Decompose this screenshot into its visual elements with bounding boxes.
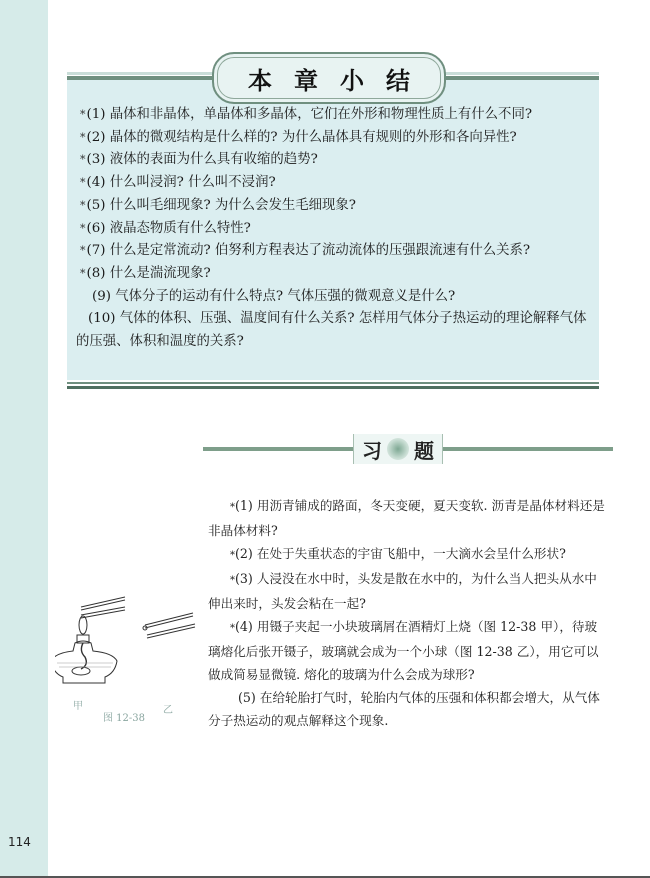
summary-question: (9) 气体分子的运动有什么特点? 气体压强的微观意义是什么? [92, 288, 456, 304]
exercise-item: *(4) 用镊子夹起一小块玻璃屑在酒精灯上烧（图 12-38 甲），待玻璃熔化后张开镊子，玻璃就会成为一个小球（图 12-38 乙），用它可以做成简易显微镜. 熔化的玻璃为什么会成为球形? [208, 619, 599, 682]
summary-question: *(4) 什么叫浸润? 什么叫不浸润? [80, 175, 276, 191]
exercises-rule-left [203, 447, 353, 451]
summary-question: *(8) 什么是湍流现象? [80, 265, 211, 281]
figure-12-38 [55, 585, 205, 725]
summary-question: *(6) 液晶态物质有什么特性? [80, 220, 251, 236]
exercises-title-right: 题 [414, 438, 434, 463]
summary-bottom-rule-dark [67, 386, 599, 389]
page-margin-strip [0, 0, 48, 878]
exercises-heading [353, 434, 443, 464]
exercises-title-left: 习 [362, 438, 382, 463]
summary-bottom-rule [67, 382, 599, 384]
decorative-dot-icon [387, 438, 409, 460]
exercise-list [208, 494, 606, 732]
exercise-item: *(1) 用沥青铺成的路面，冬天变硬，夏天变软. 沥青是晶体材料还是非晶体材料? [208, 498, 605, 538]
exercise-item: (5) 在给轮胎打气时，轮胎内气体的压强和体积都会增大，从气体分子热运动的观点解释这个现象. [208, 690, 600, 728]
summary-question: *(2) 晶体的微观结构是什么样的? 为什么晶体具有规则的外形和各向异性? [80, 129, 517, 145]
figure-label-a: 甲 [73, 701, 83, 712]
summary-question: *(3) 液体的表面为什么具有收缩的趋势? [80, 152, 318, 168]
figure-caption: 图 12-38 [103, 713, 146, 724]
exercise-item: *(3) 人浸没在水中时，头发是散在水中的，为什么当人把头从水中伸出来时，头发会粘在一起? [208, 571, 597, 611]
chapter-summary-title: 本章小结 [248, 66, 432, 95]
summary-question-list [76, 104, 600, 354]
chapter-summary-heading [212, 52, 446, 104]
exercise-item: *(2) 在处于失重状态的宇宙飞船中，一大滴水会呈什么形状? [230, 546, 566, 561]
exercises-rule-right [443, 447, 613, 451]
summary-question: *(5) 什么叫毛细现象? 为什么会发生毛细现象? [80, 197, 356, 213]
summary-question: (10) 气体的体积、压强、温度间有什么关系? 怎样用气体分子热运动的理论解释气体的压强、体积和温度的关系? [76, 311, 587, 350]
figure-label-b: 乙 [163, 705, 173, 716]
page-number: 114 [8, 835, 31, 849]
summary-question: *(7) 什么是定常流动? 伯努利方程表达了流动流体的压强跟流速有什么关系? [80, 243, 531, 259]
alcohol-lamp-tweezers-illustration [55, 585, 205, 700]
summary-question: *(1) 晶体和非晶体，单晶体和多晶体，它们在外形和物理性质上有什么不同? [80, 107, 533, 122]
